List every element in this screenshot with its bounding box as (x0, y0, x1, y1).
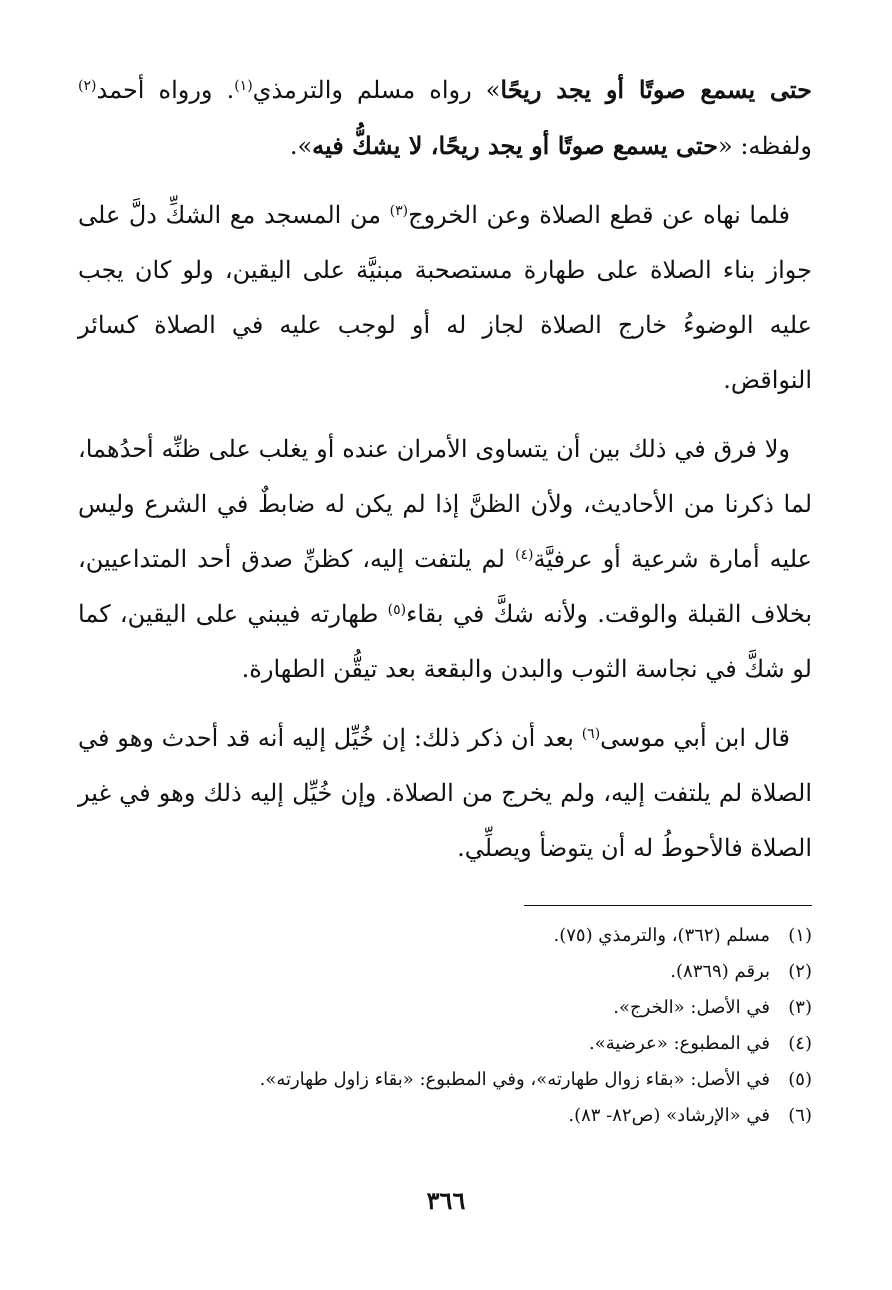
footnote-text: في المطبوع: «عرضية». (588, 1033, 770, 1054)
paragraph-4 (78, 711, 812, 876)
footnote-separator (524, 905, 812, 906)
footnote-item (78, 990, 812, 1026)
footnote-text: في الأصل: «الخرج». (613, 997, 770, 1018)
paragraph-3 (78, 422, 812, 697)
footnotes (78, 918, 812, 1134)
footnote-item (78, 918, 812, 954)
text-run: طهارته فيبني على اليقين، كما لو شكَّ في نجاسة الثوب والبدن والبقعة بعد تيقُّن الطهارة. (78, 600, 812, 683)
text-run: فلما نهاه عن قطع الصلاة وعن الخروج (408, 201, 790, 229)
footnote-ref: (٣) (389, 203, 409, 219)
hadith-quote: حتى يسمع صوتًا أو يجد ريحًا (500, 75, 813, 104)
text-run: ». (289, 132, 313, 160)
text-run: » رواه مسلم والترمذي (252, 76, 501, 104)
page-number: ٣٦٦ (426, 1186, 466, 1215)
text-run: ولفظه: « (718, 132, 812, 160)
footnote-ref: (٦) (581, 726, 601, 742)
footnote-ref: (٢) (78, 78, 97, 94)
text-run: . ورواه أحمد (96, 76, 235, 104)
text-run: لم يلتفت إليه، كظنِّ صدق أحد المتداعيين، بخلاف القبلة والوقت. ولأنه شكَّ في بقاء (78, 545, 812, 628)
main-text (78, 62, 812, 890)
footnote-text: في «الإرشاد» (ص٨٢- ٨٣). (568, 1105, 770, 1126)
footnote-ref: (١) (234, 78, 253, 94)
footnote-text: في الأصل: «بقاء زوال طهارته»، وفي المطبوع: «بقاء زاول طهارته». (259, 1069, 770, 1090)
footnote-ref: (٥) (387, 602, 407, 618)
text-run: من المسجد مع الشكِّ دلَّ على جواز بناء الصلاة على طهارة مستصحبة مبنيَّة على اليقين، ولو كان يجب عليه الوضوءُ خارج الصلاة لجاز له أو لوجب عليه في الصلاة كسائر النواقض. (78, 201, 812, 394)
text-run: بعد أن ذكر ذلك: إن خُيِّل إليه أنه قد أحدث وهو في الصلاة لم يلتفت إليه، ولم يخرج من الصلاة. وإن خُيِّل إليه ذلك وهو في غير الصلاة فالأحوطُ له أن يتوضأ ويصلِّي. (78, 724, 812, 862)
footnote-item (78, 954, 812, 990)
text-run: قال ابن أبي موسى (600, 724, 790, 752)
text-run: ولا فرق في ذلك بين أن يتساوى الأمران عنده أو يغلب على ظنِّه أحدُهما، لما ذكرنا من الأحاديث، ولأن الظنَّ إذا لم يكن له ضابطٌ في الشرع وليس عليه أمارة شرعية أو عرفيَّة (78, 435, 812, 573)
footnote-text: برقم (٨٣٦٩). (670, 961, 770, 982)
footnote-item (78, 1026, 812, 1062)
footnote-item (78, 1098, 812, 1134)
footnote-number: (٦) (788, 1105, 812, 1126)
footnote-number: (١) (788, 925, 812, 946)
footnote-item (78, 1062, 812, 1098)
footnote-number: (٤) (788, 1033, 812, 1054)
footnote-text: مسلم (٣٦٢)، والترمذي (٧٥). (553, 925, 770, 946)
paragraph-1 (78, 62, 812, 174)
footnote-number: (٢) (788, 961, 812, 982)
footnote-ref: (٤) (514, 547, 534, 563)
hadith-quote: حتى يسمع صوتًا أو يجد ريحًا، لا يشكُّ فيه (312, 131, 718, 160)
paragraph-2 (78, 188, 812, 408)
footnote-number: (٣) (788, 997, 812, 1018)
footnote-number: (٥) (788, 1069, 812, 1090)
